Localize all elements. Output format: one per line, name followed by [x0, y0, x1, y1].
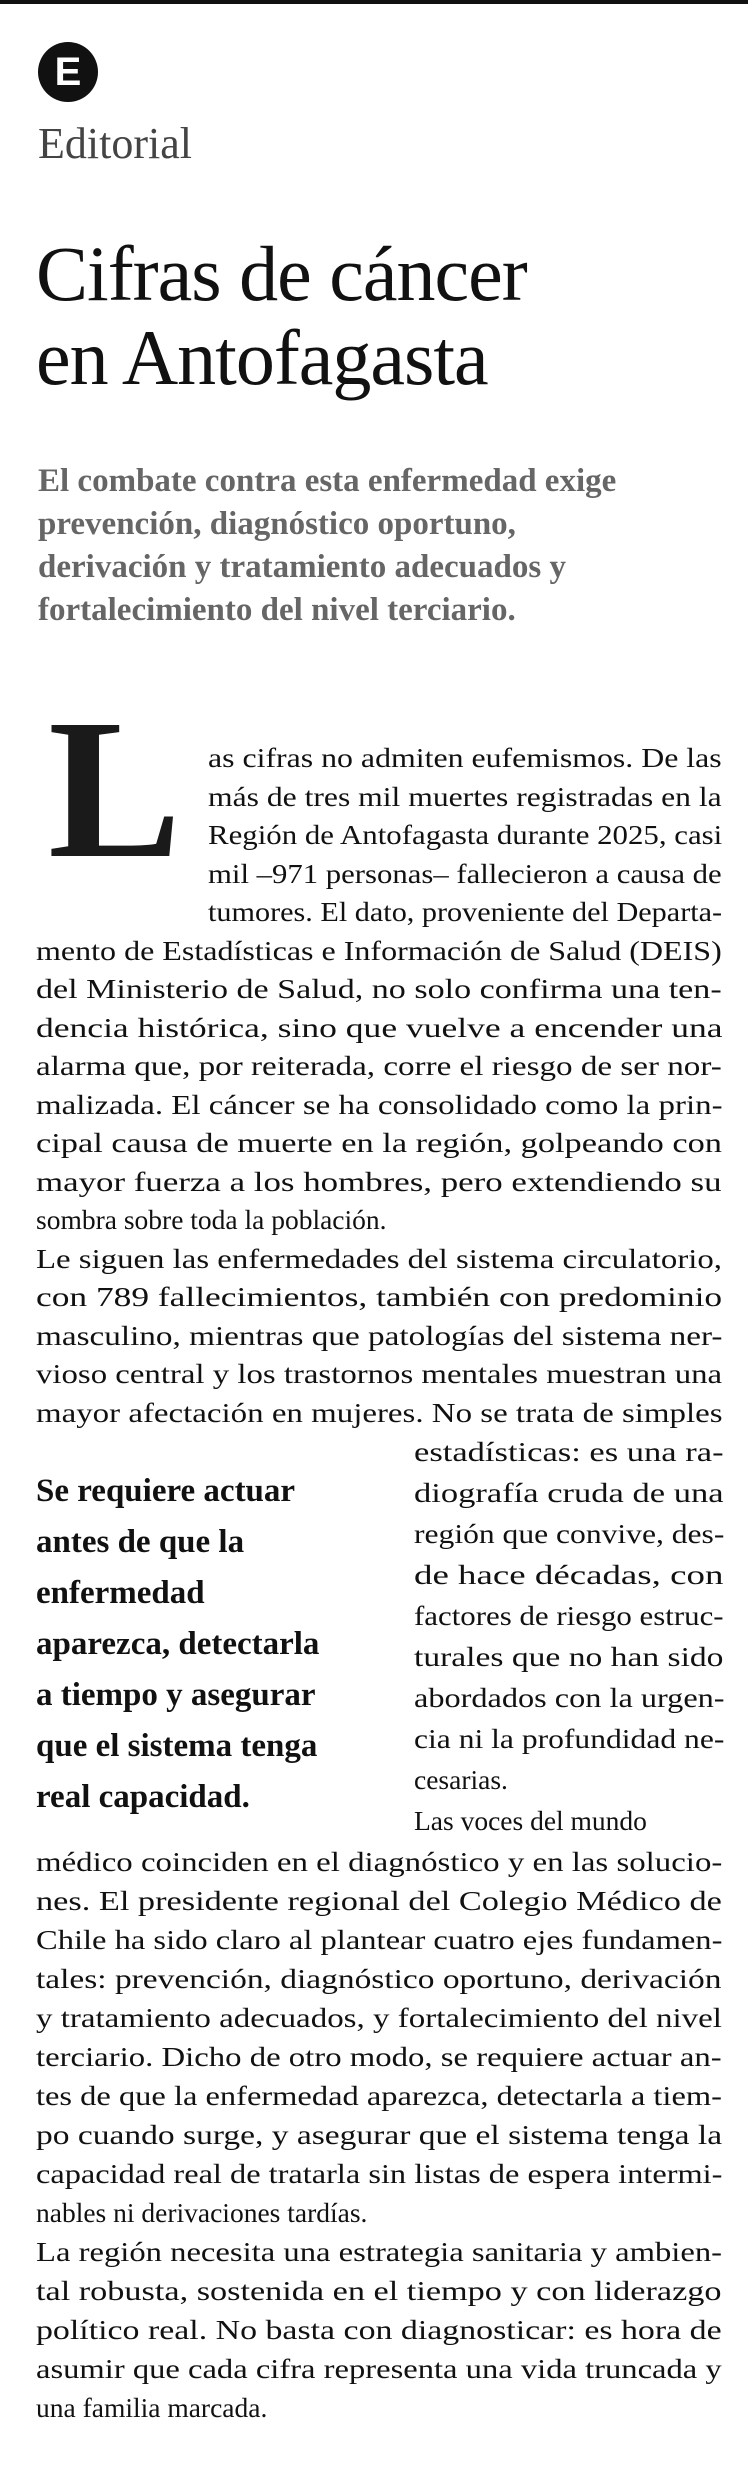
body-line: con 789 fallecimientos, también con predominio: [36, 1281, 723, 1312]
drop-cap: L: [48, 679, 182, 900]
body-line: sombra sobre toda la población.: [36, 1204, 387, 1235]
body-line: po cuando surge, y asegurar que el sistema tenga la: [36, 2119, 723, 2150]
body-line: malizada. El cáncer se ha consolidado como la prin-: [36, 1088, 723, 1120]
lede-line: El combate contra esta enfermedad exige: [38, 463, 617, 499]
body-line: masculino, mientras que patologías del sistema ner-: [36, 1319, 723, 1351]
body-line: Le siguen las enfermedades del sistema circulatorio,: [36, 1242, 722, 1274]
body-line: cesarias.: [414, 1764, 508, 1795]
body-line: tumores. El dato, proveniente del Departa-: [208, 896, 723, 927]
body-line: nes. El presidente regional del Colegio Médico de: [36, 1885, 722, 1916]
body-line: Chile ha sido claro al plantear cuatro ejes fundamen-: [36, 1924, 723, 1955]
body-line: cipal causa de muerte en la región, golpeando con: [36, 1127, 722, 1158]
pull-quote: [36, 1466, 396, 1823]
editorial-badge-icon: E: [38, 42, 98, 102]
body-line: más de tres mil muertes registradas en la: [208, 780, 722, 812]
body-line: factores de riesgo estruc-: [414, 1600, 724, 1631]
headline-line: Cifras de cáncer: [36, 230, 527, 317]
body-line: tales: prevención, diagnóstico oportuno, derivación: [36, 1963, 722, 1994]
body-line: mayor afectación en mujeres. No se trata de simples: [36, 1396, 723, 1428]
pull-quote-line: aparezca, detectarla: [36, 1626, 320, 1662]
body-line: capacidad real de tratarla sin listas de espera intermi-: [36, 2158, 723, 2189]
pull-quote-line: a tiempo y asegurar: [36, 1677, 316, 1713]
pull-quote-line: real capacidad.: [36, 1779, 250, 1815]
top-rule: [0, 0, 748, 4]
body-line: tes de que la enfermedad aparezca, detectarla a tiem-: [36, 2080, 722, 2111]
body-line: turales que no han sido: [414, 1641, 724, 1672]
body-line: Las voces del mundo: [414, 1805, 647, 1836]
body-line: una familia marcada.: [36, 2392, 268, 2423]
body-line: terciario. Dicho de otro modo, se requiere actuar an-: [36, 2041, 722, 2072]
lede-line: prevención, diagnóstico oportuno,: [38, 506, 516, 542]
pull-quote-line: Se requiere actuar: [36, 1473, 296, 1509]
body-line: político real. No basta con diagnosticar: es hora de: [36, 2314, 722, 2345]
body-line: nables ni derivaciones tardías.: [36, 2197, 368, 2228]
body-line: mento de Estadísticas e Información de Salud (DEIS): [36, 934, 722, 966]
body-line: diografía cruda de una: [414, 1477, 724, 1508]
headline: [36, 232, 726, 400]
lede-line: fortalecimiento del nivel terciario.: [38, 592, 516, 628]
pull-quote-line: enfermedad: [36, 1575, 205, 1611]
lede-line: derivación y tratamiento adecuados y: [38, 549, 566, 585]
body-line: tal robusta, sostenida en el tiempo y con liderazgo: [36, 2275, 722, 2306]
body-line: estadísticas: es una ra-: [414, 1436, 724, 1467]
pull-quote-line: que el sistema tenga: [36, 1728, 318, 1764]
body-line: alarma que, por reiterada, corre el riesgo de ser nor-: [36, 1050, 722, 1081]
body-line: de hace décadas, con: [414, 1559, 724, 1590]
body-line: dencia histórica, sino que vuelve a encender una: [36, 1011, 723, 1043]
body-line: del Ministerio de Salud, no solo confirma una ten-: [36, 973, 722, 1004]
headline-line: en Antofagasta: [36, 314, 488, 401]
body-line: Región de Antofagasta durante 2025, casi: [208, 819, 723, 850]
section-label: Editorial: [38, 119, 192, 168]
lede: [38, 460, 724, 632]
body-line: vioso central y los trastornos mentales muestran una: [36, 1358, 723, 1389]
body-line: médico coinciden en el diagnóstico y en las solucio-: [36, 1846, 723, 1877]
body-line: mayor fuerza a los hombres, pero extendiendo su: [36, 1165, 722, 1197]
body-line: La región necesita una estrategia sanitaria y ambien-: [36, 2236, 723, 2267]
pull-quote-line: antes de que la: [36, 1524, 245, 1560]
body-line: y tratamiento adecuados, y fortalecimiento del nivel: [36, 2002, 722, 2033]
body-line: cia ni la profundidad ne-: [414, 1723, 725, 1754]
body-line: abordados con la urgen-: [414, 1682, 725, 1713]
body-line: asumir que cada cifra representa una vida truncada y: [36, 2353, 722, 2384]
body-line: as cifras no admiten eufemismos. De las: [208, 742, 722, 773]
body-line: región que convive, des-: [414, 1518, 725, 1549]
body-line: mil –971 personas– fallecieron a causa de: [208, 857, 722, 889]
